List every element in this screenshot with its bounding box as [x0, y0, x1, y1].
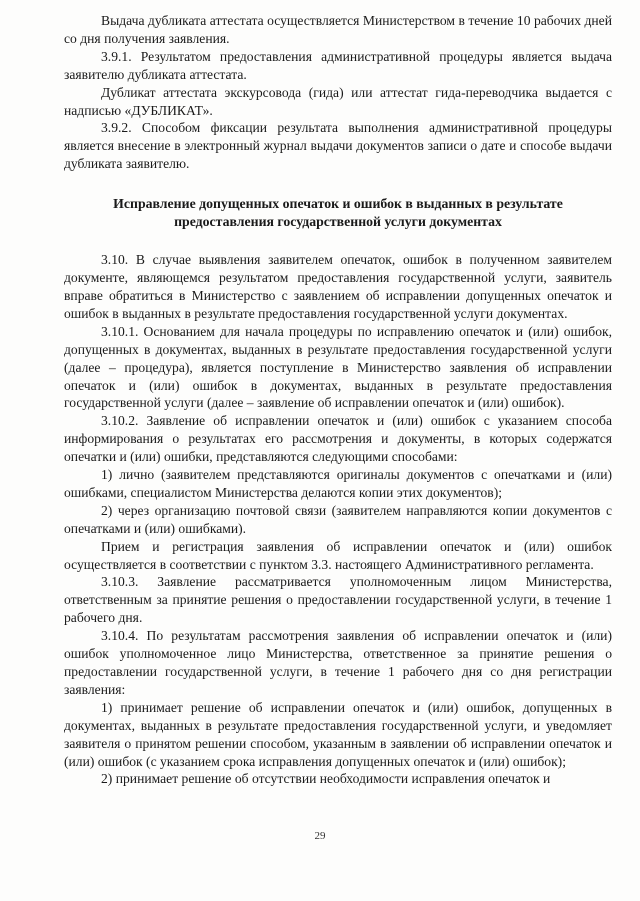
paragraph-registration: Прием и регистрация заявления об исправлении опечаток и (или) ошибок осуществляется в соответствии с пунктом 3.3. настоящего Административного регламента. [64, 538, 612, 572]
paragraph-3-10-4: 3.10.4. По результатам рассмотрения заявления об исправлении опечаток и (или) ошибок уполномоченное лицо Министерства, ответственное за принятие решения о предоставлении государственной услуги, в течение 1 рабочего дня со дня регистрации заявления: [64, 628, 612, 697]
paragraph-3-9-2: 3.9.2. Способом фиксации результата выполнения административной процедуры является внесение в электронный журнал выдачи документов записи о дате и способе выдачи дубликата заявителю. [64, 120, 612, 172]
list-item-in-person: 1) лично (заявителем представляются оригиналы документов с опечатками и (или) ошибками, специалистом Министерства делаются копии этих документов); [64, 467, 612, 500]
section-heading-line-1: Исправление допущенных опечаток и ошибок в выданных в результате [113, 196, 563, 212]
page-number: 29 [314, 830, 326, 842]
section-heading [64, 195, 612, 231]
paragraph-duplicate-label: Дубликат аттестата экскурсовода (гида) или аттестат гида-переводчика выдается с надписью «ДУБЛИКАТ». [64, 84, 612, 118]
paragraph-3-10: 3.10. В случае выявления заявителем опечаток, ошибок в полученном заявителем документе, являющемся результатом предоставления государственной услуги, заявитель вправе обратиться в Министерство с заявлением об исправлении допущенных опечаток и ошибок в выданных в результате предоставления государственной услуги документах. [64, 252, 612, 321]
paragraph-3-10-2: 3.10.2. Заявление об исправлении опечаток и (или) ошибок с указанием способа информирования о результатах его рассмотрения и документы, в которых содержатся опечатки и (или) ошибки, представляются следующими способами: [64, 413, 612, 465]
section-heading-line-2: предоставления государственной услуги документах [174, 214, 502, 230]
paragraph-3-9-1: 3.9.1. Результатом предоставления административной процедуры является выдача заявителю дубликата аттестата. [64, 48, 612, 82]
paragraph-duplicate-issuance: Выдача дубликата аттестата осуществляется Министерством в течение 10 рабочих дней со дня получения заявления. [64, 13, 612, 46]
list-item-postal: 2) через организацию почтовой связи (заявителем направляются копии документов с опечатками и (или) ошибками). [64, 502, 612, 536]
list-item-no-correction-decision: 2) принимает решение об отсутствии необходимости исправления опечаток и [101, 771, 551, 787]
paragraph-3-10-1: 3.10.1. Основанием для начала процедуры по исправлению опечаток и (или) ошибок, допущенных в документах, выданных в результате предоставления государственной услуги (далее – процедура), является поступление в Министерство заявления об исправлении опечаток и (или) ошибок в документах, выданных в результате предоставления государственной услуги (далее – заявление об исправлении опечаток и (или) ошибок). [64, 323, 612, 411]
paragraph-3-10-3: 3.10.3. Заявление рассматривается уполномоченным лицом Министерства, ответственным за принятие решения о предоставлении государственной услуги, в течение 1 рабочего дня. [64, 574, 612, 626]
list-item-correction-decision: 1) принимает решение об исправлении опечаток и (или) ошибок, допущенных в документах, выданных в результате предоставления государственной услуги, и уведомляет заявителя о принятом решении способом, указанным в заявлении об исправлении опечаток и (или) ошибок (с указанием срока исправления допущенных опечаток и (или) ошибок); [64, 699, 612, 769]
